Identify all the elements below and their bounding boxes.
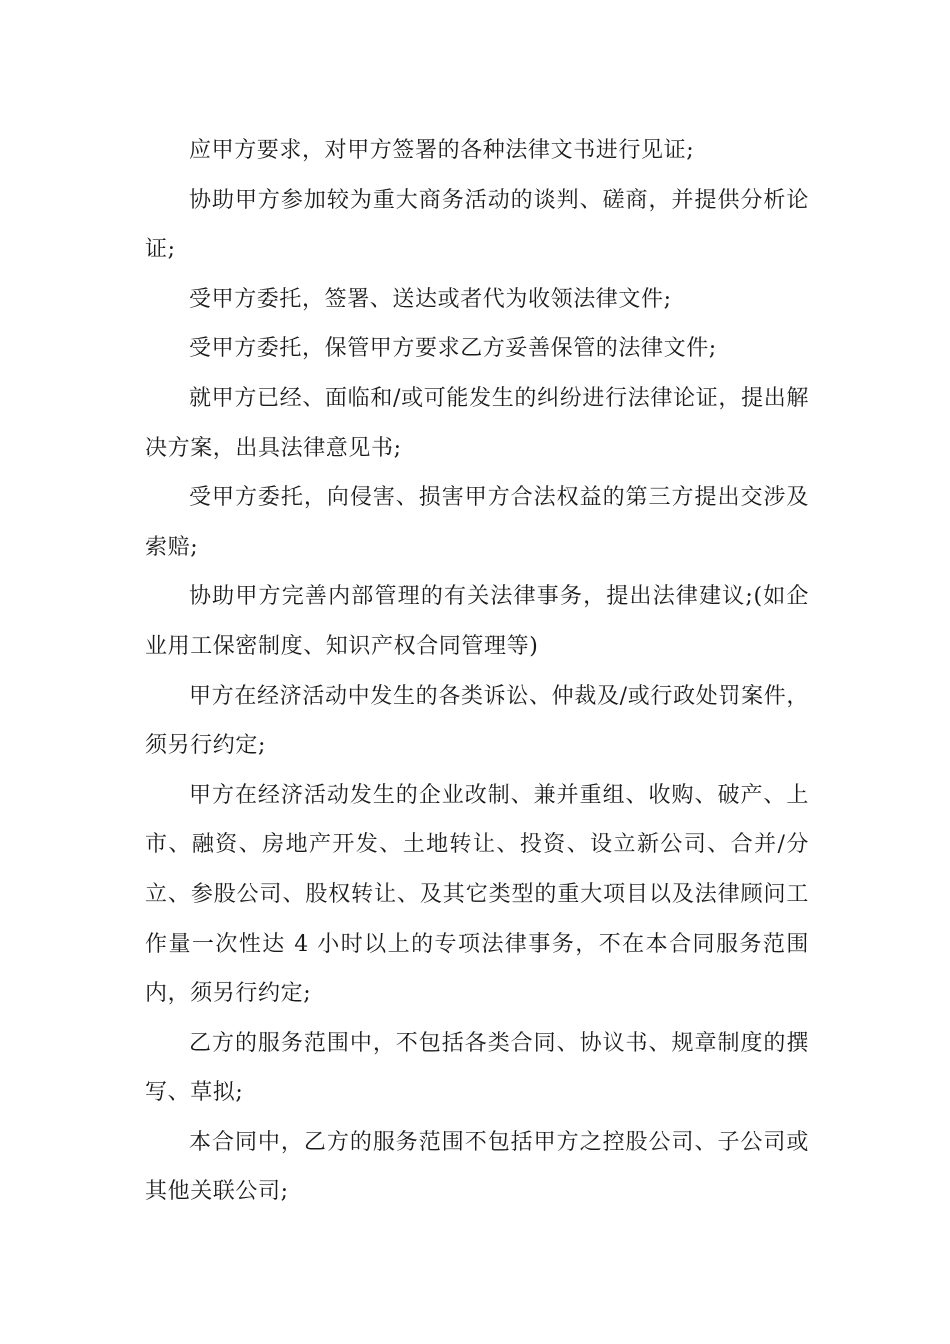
paragraph-sign-deliver-documents: 受甲方委托，签署、送达或者代为收领法律文件;	[189, 286, 672, 312]
paragraph-affiliates-excluded: 本合同中，乙方的服务范围不包括甲方之控股公司、子公司或其他关联公司;	[145, 1129, 809, 1205]
paragraph-dispute-legal-opinion: 就甲方已经、面临和/或可能发生的纠纷进行法律论证，提出解决方案，出具法律意见书;	[145, 385, 809, 461]
paragraph-third-party-claims: 受甲方委托，向侵害、损害甲方合法权益的第三方提出交涉及索赔;	[145, 485, 809, 560]
document-body	[145, 126, 809, 1217]
paragraph-litigation-separate-agreement: 甲方在经济活动中发生的各类诉讼、仲裁及/或行政处罚案件，须另行约定;	[145, 683, 809, 759]
paragraph-custody-documents: 受甲方委托，保管甲方要求乙方妥善保管的法律文件;	[189, 336, 717, 362]
paragraph-witness-documents: 应甲方要求，对甲方签署的各种法律文书进行见证;	[189, 138, 695, 163]
paragraph-internal-management: 协助甲方完善内部管理的有关法律事务，提出法律建议;(如企业用工保密制度、知识产权合同管理等)	[145, 584, 809, 659]
paragraph-negotiation-assistance: 协助甲方参加较为重大商务活动的谈判、磋商，并提供分析论证;	[145, 187, 809, 263]
paragraph-special-projects-excluded: 甲方在经济活动发生的企业改制、兼并重组、收购、破产、上市、融资、房地产开发、土地转让、投资、设立新公司、合并/分立、参股公司、股权转让、及其它类型的重大项目以及法律顾问工作量一次性达 4 小时以上的专项法律事务，不在本合同服务范围内，须另行约定;	[145, 782, 809, 1007]
paragraph-contract-drafting-excluded: 乙方的服务范围中，不包括各类合同、协议书、规章制度的撰写、草拟;	[145, 1030, 809, 1106]
